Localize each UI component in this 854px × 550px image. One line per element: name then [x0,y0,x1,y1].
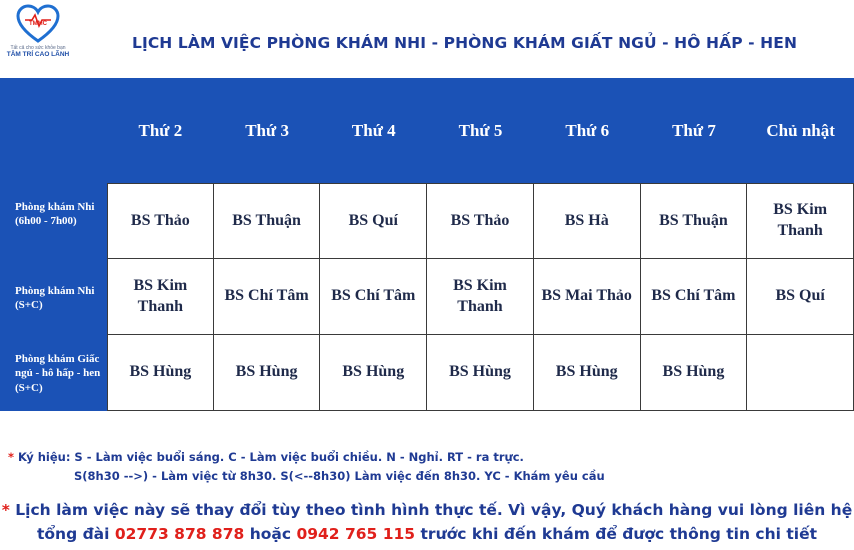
table-cell: BS Chí Tâm [214,259,321,335]
row-label-sleep-respiratory: Phòng khám Giấc ngủ - hô hấp - hen (S+C) [15,353,101,394]
schedule-table [0,78,854,411]
day-header-wed: Thứ 4 [351,120,396,140]
table-cell: BS Quí [747,259,854,335]
table-cell: BS Thảo [427,183,534,259]
legend-star: * [8,450,15,464]
notice-star: * [1,501,10,519]
table-cell: BS Hùng [107,335,214,411]
table-cell: BS Kim Thanh [747,183,854,259]
notice-text-1: Lịch làm việc này sẽ thay đổi tùy theo tình hình thực tế. Vì vậy, Quý khách hàng vui lòng liên hệ tổng đài [15,501,853,543]
legend-line-1 [8,450,524,464]
logo-abbr: TMMC [29,21,47,27]
logo [4,4,72,68]
day-header-tue: Thứ 3 [245,120,289,140]
mobile-phone[interactable]: 0942 765 115 [296,525,416,543]
logo-slogan: Tất cả cho sức khỏe bạn [10,45,66,51]
hotline-phone[interactable]: 02773 878 878 [114,525,245,543]
table-cell: BS Chí Tâm [641,259,748,335]
day-header-sun: Chủ nhật [766,120,835,140]
notice-text-2: hoặc [249,525,292,543]
table-cell: BS Hùng [641,335,748,411]
page-title: LỊCH LÀM VIỆC PHÒNG KHÁM NHI - PHÒNG KHÁM GIẤT NGỦ - HÔ HẤP - HEN [131,34,798,52]
table-cell: BS Hùng [320,335,427,411]
day-header-mon: Thứ 2 [138,120,183,140]
table-cell: BS Kim Thanh [427,259,534,335]
table-cell: BS Quí [320,183,427,259]
table-cell: BS Hùng [214,335,321,411]
heart-logo-icon [15,4,61,44]
contact-notice [0,498,854,546]
logo-name: TÂM TRÍ CAO LÃNH [6,51,70,58]
notice-text-3: trước khi đến khám để được thông tin chi tiết [420,525,817,543]
table-cell: BS Hà [534,183,641,259]
day-header-row [107,78,854,183]
table-cell: BS Mai Thảo [534,259,641,335]
table-cell: BS Hùng [534,335,641,411]
table-cell: BS Thuận [214,183,321,259]
row-label-pediatric-morning: Phòng khám Nhi (6h00 - 7h00) [15,201,95,228]
table-cell [747,335,854,411]
table-cell: BS Kim Thanh [107,259,214,335]
row-label-pediatric: Phòng khám Nhi (S+C) [15,285,95,312]
legend-line-2: S(8h30 -->) - Làm việc từ 8h30. S(<--8h30) Làm việc đến 8h30. YC - Khám yêu cầu [74,469,605,483]
day-header-fri: Thứ 6 [565,120,610,140]
legend-text-1: Ký hiệu: S - Làm việc buổi sáng. C - Làm việc buổi chiều. N - Nghỉ. RT - ra trực. [18,450,524,464]
day-header-thu: Thứ 5 [458,120,503,140]
day-header-sat: Thứ 7 [672,120,716,140]
table-cell: BS Thảo [107,183,214,259]
table-cell: BS Chí Tâm [320,259,427,335]
table-cell: BS Hùng [427,335,534,411]
schedule-grid [107,183,854,411]
table-cell: BS Thuận [641,183,748,259]
